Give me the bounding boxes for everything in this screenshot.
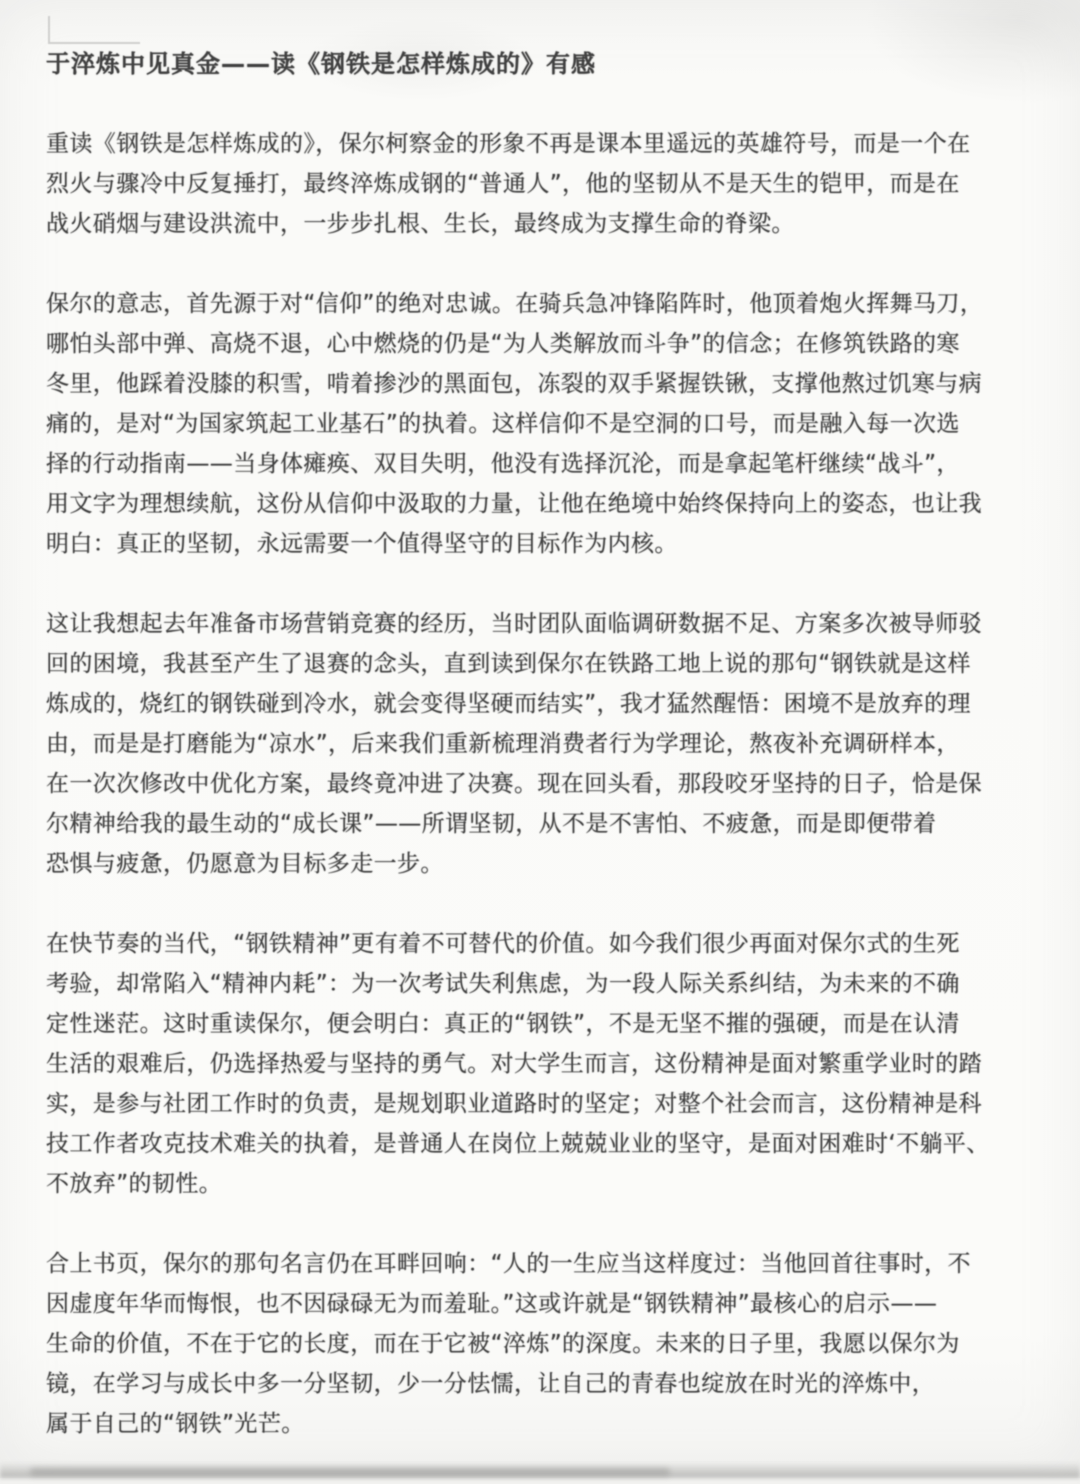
text-line: 这让我想起去年准备市场营销竞赛的经历，当时团队面临调研数据不足、方案多次被导师驳 xyxy=(46,611,982,637)
text-line: 合上书页，保尔的那句名言仍在耳畔回响：“人的一生应当这样度过：当他回首往事时，不 xyxy=(46,1251,971,1277)
text-line: 生命的价值，不在于它的长度，而在于它被“淬炼”的深度。未来的日子里，我愿以保尔为 xyxy=(46,1331,960,1357)
essay-content xyxy=(46,44,1050,1484)
text-line: 重读《钢铁是怎样炼成的》，保尔柯察金的形象不再是课本里遥远的英雄符号，而是一个在 xyxy=(46,131,971,157)
text-line: 战火硝烟与建设洪流中，一步步扎根、生长，最终成为支撑生命的脊梁。 xyxy=(46,211,795,237)
page-bottom-shadow xyxy=(0,1462,1080,1478)
text-line: 用文字为理想续航，这份从信仰中汲取的力量，让他在绝境中始终保持向上的姿态，也让我 xyxy=(46,491,982,517)
text-line: 技工作者攻克技术难关的执着，是普通人在岗位上兢兢业业的坚守，是面对困难时‘不躺平、 xyxy=(46,1131,990,1157)
text-line: 炼成的，烧红的钢铁碰到冷水，就会变得坚硬而结实”，我才猛然醒悟：困境不是放弃的理 xyxy=(46,691,971,717)
text-line: 在一次次修改中优化方案，最终竟冲进了决赛。现在回头看，那段咬牙坚持的日子，恰是保 xyxy=(46,771,982,797)
crop-corner-mark xyxy=(48,16,140,44)
paragraphs xyxy=(46,124,1050,1444)
paragraph xyxy=(46,604,1050,884)
text-line: 生活的艰难后，仍选择热爱与坚持的勇气。对大学生而言，这份精神是面对繁重学业时的踏 xyxy=(46,1051,982,1077)
text-line: 尔精神给我的最生动的“成长课”——所谓坚韧，从不是不害怕、不疲惫，而是即便带着 xyxy=(46,811,937,837)
paragraph xyxy=(46,284,1050,564)
text-line: 镜，在学习与成长中多一分坚韧，少一分怯懦，让自己的青春也绽放在时光的淬炼中， xyxy=(46,1371,936,1397)
text-line: 实，是参与社团工作时的负责，是规划职业道路时的坚定；对整个社会而言，这份精神是科 xyxy=(46,1091,982,1117)
text-line: 痛的，是对“为国家筑起工业基石”的执着。这样信仰不是空洞的口号，而是融入每一次选 xyxy=(46,411,960,437)
text-line: 冬里，他踩着没膝的积雪，啃着掺沙的黑面包，冻裂的双手紧握铁锹，支撑他熬过饥寒与病 xyxy=(46,371,982,397)
text-line: 哪怕头部中弹、高烧不退，心中燃烧的仍是“为人类解放而斗争”的信念；在修筑铁路的寒 xyxy=(46,331,960,357)
text-line: 择的行动指南——当身体瘫痪、双目失明，他没有选择沉沦，而是拿起笔杆继续“战斗”， xyxy=(46,451,960,477)
text-line: 定性迷茫。这时重读保尔，便会明白：真正的“钢铁”，不是无坚不摧的强硬，而是在认清 xyxy=(46,1011,960,1037)
paragraph xyxy=(46,924,1050,1204)
text-line: 保尔的意志，首先源于对“信仰”的绝对忠诚。在骑兵急冲锋陷阵时，他顶着炮火挥舞马刀， xyxy=(46,291,984,317)
paragraph xyxy=(46,124,1050,244)
text-line: 考验，却常陷入“精神内耗”：为一次考试失利焦虑，为一段人际关系纠结，为未来的不确 xyxy=(46,971,960,997)
text-line: 回的困境，我甚至产生了退赛的念头，直到读到保尔在铁路工地上说的那句“钢铁就是这样 xyxy=(46,651,971,677)
text-line: 不放弃”的韧性。 xyxy=(46,1171,223,1197)
text-line: 在快节奏的当代，“钢铁精神”更有着不可替代的价值。如今我们很少再面对保尔式的生死 xyxy=(46,931,960,957)
essay-title: 于淬炼中见真金——读《钢铁是怎样炼成的》有感 xyxy=(46,50,596,78)
text-line: 恐惧与疲惫，仍愿意为目标多走一步。 xyxy=(46,851,444,877)
paragraph xyxy=(46,1244,1050,1444)
text-line: 烈火与骤冷中反复捶打，最终淬炼成钢的“普通人”，他的坚韧从不是天生的铠甲，而是在 xyxy=(46,171,960,197)
text-line: 明白：真正的坚韧，永远需要一个值得坚守的目标作为内核。 xyxy=(46,531,678,557)
text-line: 由，而是是打磨能为“凉水”，后来我们重新梳理消费者行为学理论，熬夜补充调研样本， xyxy=(46,731,960,757)
text-line: 属于自己的“钢铁”光芒。 xyxy=(46,1411,305,1437)
text-line: 因虚度年华而悔恨，也不因碌碌无为而羞耻。”这或许就是“钢铁精神”最核心的启示—— xyxy=(46,1291,938,1317)
